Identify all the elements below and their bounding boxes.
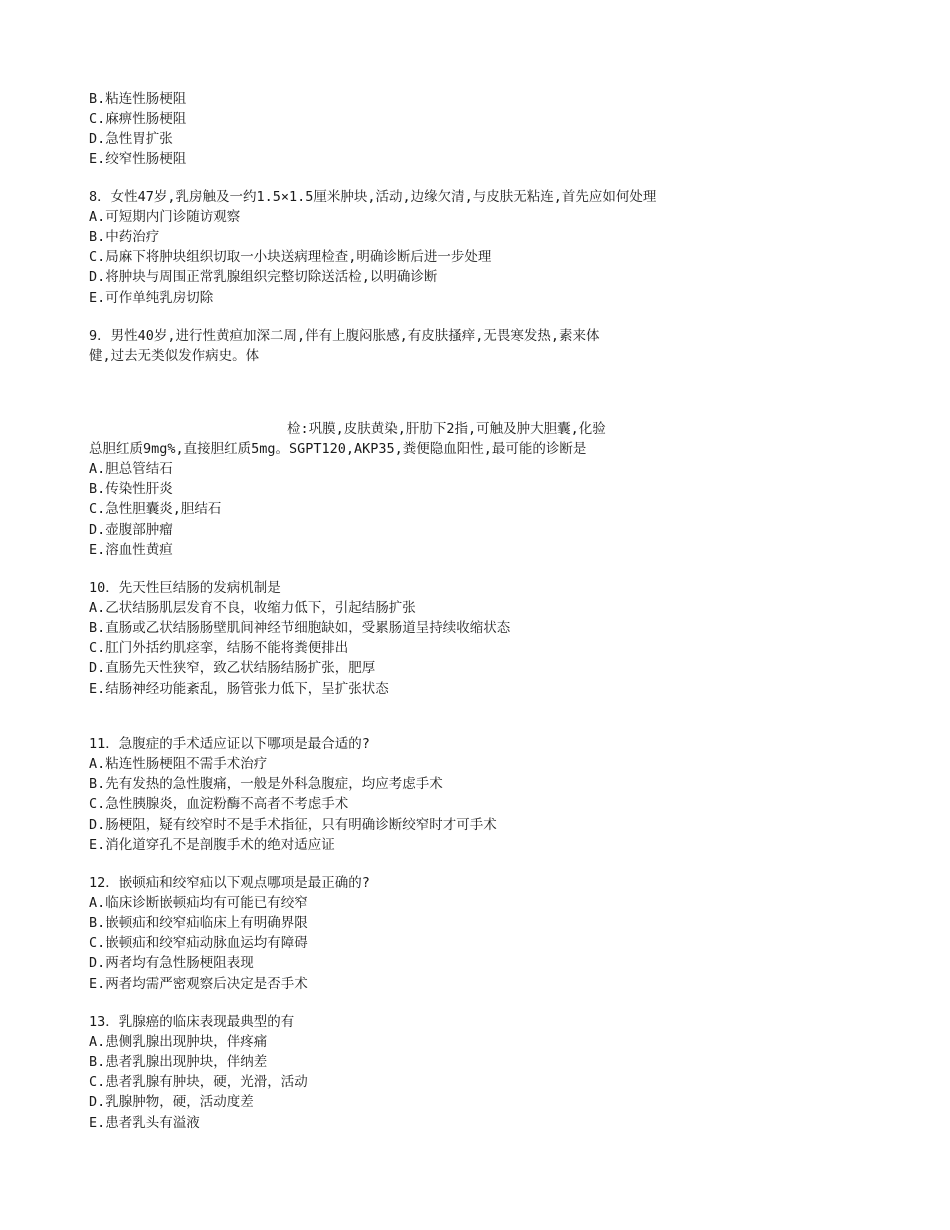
q12-option-b: B.嵌顿疝和绞窄疝临床上有明确界限 [89, 915, 308, 931]
q11-option-a: A.粘连性肠梗阻不需手术治疗 [89, 756, 268, 772]
q9-option-a: A.胆总管结石 [89, 461, 173, 477]
q9-option-e: E.溶血性黄疸 [89, 542, 173, 558]
q11-option-e: E.消化道穿孔不是剖腹手术的绝对适应证 [89, 837, 335, 853]
q13-option-d: D.乳腺肿物，硬，活动度差 [89, 1094, 254, 1110]
q9-option-c: C.急性胆囊炎,胆结石 [89, 501, 222, 517]
q13-option-b: B.患者乳腺出现肿块，伴纳差 [89, 1054, 268, 1070]
q8-option-c: C.局麻下将肿块组织切取一小块送病理检查,明确诊断后进一步处理 [89, 249, 492, 265]
q13-stem: 13．乳腺癌的临床表现最典型的有 [89, 1014, 295, 1030]
q12-option-c: C.嵌顿疝和绞窄疝动脉血运均有障碍 [89, 935, 308, 951]
q9-option-b: B.传染性肝炎 [89, 481, 173, 497]
q11-option-b: B.先有发热的急性腹痛，一般是外科急腹症，均应考虑手术 [89, 776, 443, 792]
q10-option-a: A.乙状结肠肌层发育不良，收缩力低下，引起结肠扩张 [89, 600, 416, 616]
q13-option-a: A.患侧乳腺出现肿块，伴疼痛 [89, 1034, 268, 1050]
q10-option-c: C.肛门外括约肌痉挛，结肠不能将粪便排出 [89, 640, 349, 656]
q9-stem-line2: 健,过去无类似发作病史。体 [89, 348, 260, 364]
q7-option-c: C.麻痹性肠梗阻 [89, 111, 187, 127]
q11-stem: 11．急腹症的手术适应证以下哪项是最合适的? [89, 736, 370, 752]
q11-option-c: C.急性胰腺炎，血淀粉酶不高者不考虑手术 [89, 796, 349, 812]
q9-stem-line3: 检:巩膜,皮肤黄染,肝肋下2指,可触及肿大胆囊,化验 [287, 421, 606, 437]
q13-option-c: C.患者乳腺有肿块，硬，光滑，活动 [89, 1074, 308, 1090]
q10-option-d: D.直肠先天性狭窄，致乙状结肠结肠扩张，肥厚 [89, 660, 376, 676]
q7-option-b: B.粘连性肠梗阻 [89, 91, 187, 107]
q9-option-d: D.壶腹部肿瘤 [89, 522, 173, 538]
q12-option-a: A.临床诊断嵌顿疝均有可能已有绞窄 [89, 895, 308, 911]
q13-option-e: E.患者乳头有溢液 [89, 1115, 200, 1131]
q10-stem: 10．先天性巨结肠的发病机制是 [89, 580, 281, 596]
q12-stem: 12．嵌顿疝和绞窄疝以下观点哪项是最正确的? [89, 875, 370, 891]
q8-option-e: E.可作单纯乳房切除 [89, 290, 214, 306]
q7-option-e: E.绞窄性肠梗阻 [89, 151, 187, 167]
q12-option-d: D.两者均有急性肠梗阻表现 [89, 955, 254, 971]
q8-option-d: D.将肿块与周围正常乳腺组织完整切除送活检,以明确诊断 [89, 269, 438, 285]
q8-option-a: A.可短期内门诊随访观察 [89, 209, 241, 225]
q10-option-b: B.直肠或乙状结肠肠壁肌间神经节细胞缺如，受累肠道呈持续收缩状态 [89, 620, 511, 636]
q11-option-d: D.肠梗阻，疑有绞窄时不是手术指征，只有明确诊断绞窄时才可手术 [89, 817, 497, 833]
q8-stem: 8．女性47岁,乳房触及一约1.5×1.5厘米肿块,活动,边缘欠清,与皮肤无粘连,首先应如何处理 [89, 189, 657, 205]
q9-stem-line1: 9．男性40岁,进行性黄疸加深二周,伴有上腹闷胀感,有皮肤搔痒,无畏寒发热,素来体 [89, 328, 600, 344]
q8-option-b: B.中药治疗 [89, 229, 160, 245]
q7-option-d: D.急性胃扩张 [89, 131, 173, 147]
q9-stem-line4: 总胆红质9mg%,直接胆红质5mg。SGPT120,AKP35,粪便隐血阳性,最可能的诊断是 [89, 441, 587, 457]
q10-option-e: E.结肠神经功能紊乱，肠管张力低下，呈扩张状态 [89, 681, 389, 697]
q12-option-e: E.两者均需严密观察后决定是否手术 [89, 976, 308, 992]
